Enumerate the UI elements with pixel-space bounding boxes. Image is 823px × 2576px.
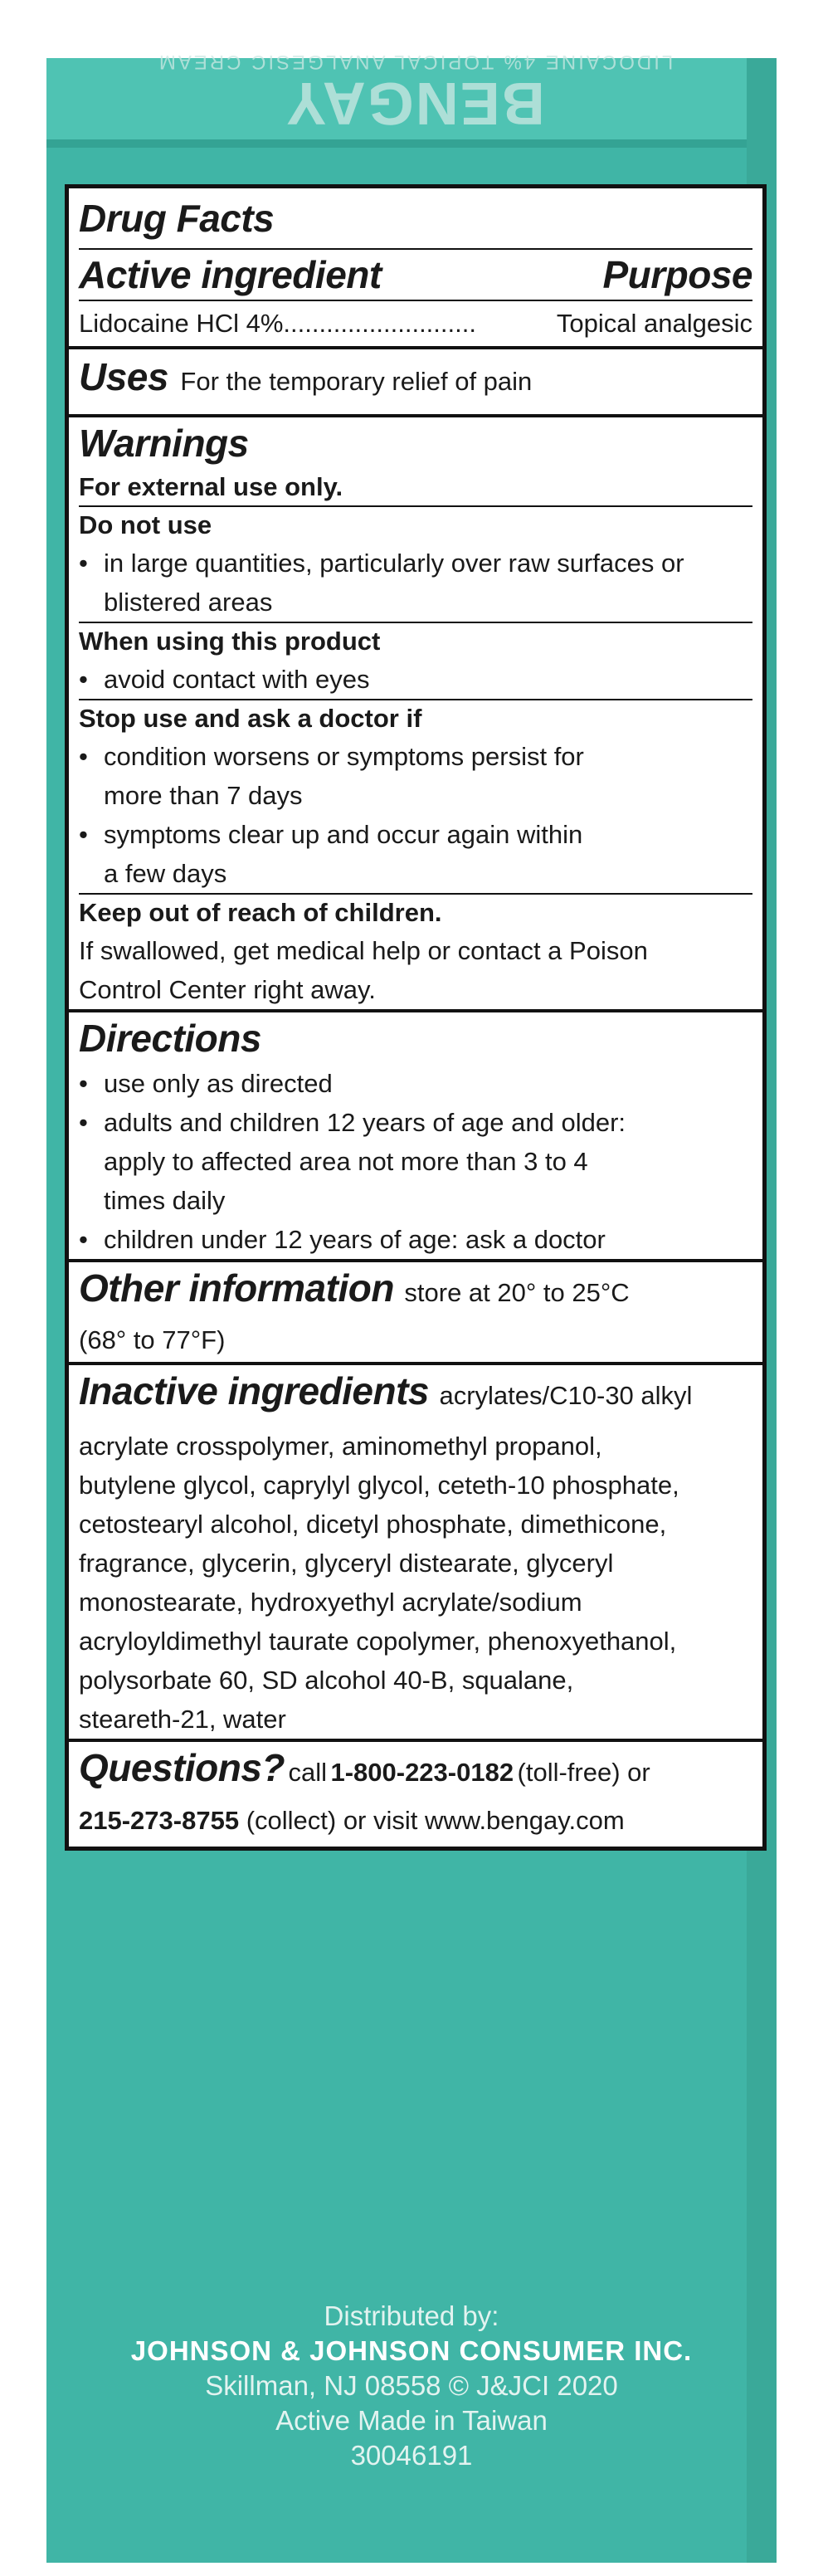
product-code: 30046191: [350, 2440, 473, 2471]
other-info-text: store at 20° to 25°C: [404, 1278, 630, 1307]
drug-facts-panel: [65, 184, 767, 1851]
leader-dots: ...........................: [283, 309, 476, 338]
purpose-heading: Purpose: [602, 253, 752, 296]
inactive-ingredients-section: [69, 1362, 762, 1739]
package-fold-line: [46, 139, 777, 148]
brand-subline: LIDOCAINE 4% TOPICAL ANALGESIC CREAM: [156, 51, 674, 73]
other-info-heading: Other information: [79, 1266, 394, 1310]
warnings-heading: Warnings: [79, 422, 249, 465]
when-using-heading: When using this product: [79, 627, 381, 656]
questions-heading: Questions?: [79, 1746, 285, 1789]
directions-item: • children under 12 years of age: ask a doctor: [79, 1220, 752, 1259]
warnings-section: [69, 414, 762, 1009]
do-not-use-heading: Do not use: [79, 510, 212, 539]
inactive-first-line: acrylates/C10-30 alkyl: [439, 1381, 693, 1410]
do-not-use-item: • in large quantities, particularly over raw surfaces or blistered areas: [79, 544, 752, 622]
uses-text: For the temporary relief of pain: [180, 367, 533, 396]
stop-use-heading: Stop use and ask a doctor if: [79, 704, 422, 733]
directions-item: • adults and children 12 years of age and older: apply to affected area not more than 3 to 4 times daily: [79, 1103, 752, 1220]
brand-logo-reverse: [83, 50, 747, 136]
drug-facts-title: Drug Facts: [79, 197, 275, 240]
keep-out-heading: Keep out of reach of children.: [79, 898, 442, 927]
active-ingredient-header: [79, 250, 752, 300]
directions-item: • use only as directed: [79, 1064, 752, 1103]
uses-heading: Uses: [79, 355, 168, 398]
when-using-item: • avoid contact with eyes: [79, 660, 752, 699]
brand-logo: BENGAY: [285, 70, 545, 136]
phone-collect: 215-273-8755: [79, 1806, 240, 1835]
uses-section: [69, 346, 762, 414]
active-ingredient-name: Lidocaine HCl 4%: [79, 309, 284, 338]
external-use-note: For external use only.: [79, 472, 343, 501]
other-info-section: [69, 1259, 762, 1357]
phone-toll-free: 1-800-223-0182: [330, 1758, 514, 1787]
company-address: Skillman, NJ 08558 © J&JCI 2020: [205, 2370, 618, 2401]
stop-use-item: • symptoms clear up and occur again within a few days: [79, 815, 752, 893]
other-info-text-2: (68° to 77°F): [79, 1325, 226, 1354]
company-name: JOHNSON & JOHNSON CONSUMER INC.: [130, 2335, 693, 2366]
active-ingredient-row: [79, 301, 752, 346]
active-ingredient-purpose: Topical analgesic: [556, 309, 752, 338]
drug-facts-header-section: [69, 188, 762, 346]
origin-line: Active Made in Taiwan: [275, 2405, 548, 2436]
questions-section: Questions? call 1-800-223-0182 (toll-free) or 215-273-8755 (collect) or visit www.bengay.com: [69, 1739, 762, 1847]
stop-use-item: • condition worsens or symptoms persist for more than 7 days: [79, 737, 752, 815]
distribution-info: [46, 2299, 777, 2473]
distributed-by-label: Distributed by:: [324, 2300, 499, 2331]
active-ingredient-heading: Active ingredient: [79, 253, 382, 296]
directions-section: [69, 1009, 762, 1259]
keep-out-text: If swallowed, get medical help or contact a Poison Control Center right away.: [79, 936, 648, 1004]
inactive-ingredients-heading: Inactive ingredients: [79, 1369, 430, 1412]
inactive-ingredients-list: acrylate crosspolymer, aminomethyl propanol, butylene glycol, caprylyl glycol, ceteth-10 phosphate, cetostearyl alcohol, dicetyl phosphate, dimethicone, fragrance, glycerin, glyceryl distearate, glyceryl monostearate, hydroxyethyl acrylate/sodium acryloyldimethyl taurate copolymer, phenoxyethanol, polysorbate 60, SD alcohol 40-B, squalane, steareth-21, water: [79, 1432, 679, 1734]
directions-heading: Directions: [79, 1017, 261, 1060]
